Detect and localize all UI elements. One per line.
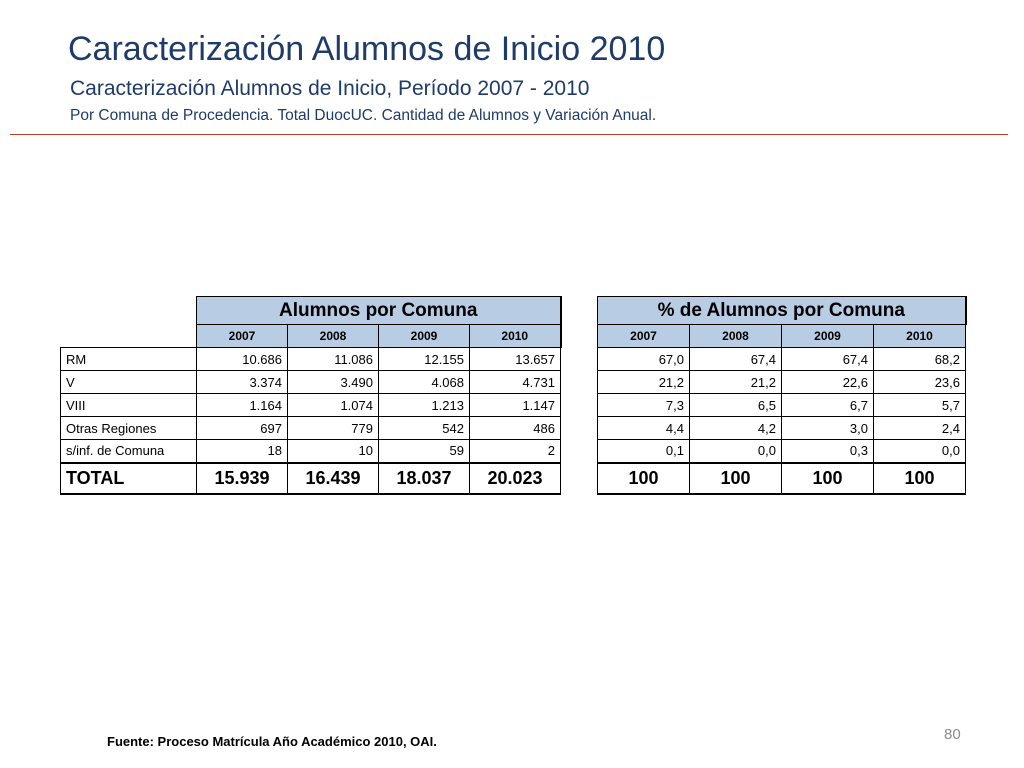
- table-row: [598, 417, 966, 440]
- source-note: Fuente: Proceso Matrícula Año Académico 2010, OAI.: [107, 734, 437, 749]
- table-row: [61, 348, 561, 371]
- total-value: 15.939: [197, 463, 288, 494]
- cell-value: 2: [470, 440, 561, 463]
- cell-value: 4,2: [690, 417, 782, 440]
- cell-value: 7,3: [598, 394, 690, 417]
- cell-value: 779: [288, 417, 379, 440]
- year-header: 2007: [197, 325, 288, 348]
- cell-value: 1.213: [379, 394, 470, 417]
- cell-value: 23,6: [874, 371, 966, 394]
- total-value: 16.439: [288, 463, 379, 494]
- cell-value: 0,0: [690, 440, 782, 463]
- row-label: Otras Regiones: [61, 417, 197, 440]
- cell-value: 3.374: [197, 371, 288, 394]
- cell-value: 0,3: [782, 440, 874, 463]
- cell-value: 486: [470, 417, 561, 440]
- year-header: 2009: [379, 325, 470, 348]
- cell-value: 22,6: [782, 371, 874, 394]
- cell-value: 11.086: [288, 348, 379, 371]
- year-header: 2010: [874, 325, 966, 348]
- cell-value: 697: [197, 417, 288, 440]
- row-label: VIII: [61, 394, 197, 417]
- slide-description: Por Comuna de Procedencia. Total DuocUC. Cantidad de Alumnos y Variación Anual.: [70, 107, 657, 124]
- cell-value: 0,1: [598, 440, 690, 463]
- year-header: 2008: [690, 325, 782, 348]
- title-divider: [10, 134, 1008, 135]
- cell-value: 10: [288, 440, 379, 463]
- cell-value: 1.164: [197, 394, 288, 417]
- cell-value: 2,4: [874, 417, 966, 440]
- table-row: [61, 440, 561, 463]
- table-row: [61, 417, 561, 440]
- row-label: V: [61, 371, 197, 394]
- cell-value: 59: [379, 440, 470, 463]
- porcentaje-alumnos-table: [597, 296, 967, 495]
- cell-value: 18: [197, 440, 288, 463]
- table-row: [61, 371, 561, 394]
- cell-value: 1.074: [288, 394, 379, 417]
- table-row: [598, 394, 966, 417]
- table-row: [598, 440, 966, 463]
- row-label: s/inf. de Comuna: [61, 440, 197, 463]
- year-header: 2008: [288, 325, 379, 348]
- cell-value: 10.686: [197, 348, 288, 371]
- table-row: [598, 371, 966, 394]
- cell-value: 67,0: [598, 348, 690, 371]
- slide-subtitle: Caracterización Alumnos de Inicio, Período 2007 - 2010: [70, 77, 590, 100]
- cell-value: 4.731: [470, 371, 561, 394]
- cell-value: 4,4: [598, 417, 690, 440]
- cell-value: 6,5: [690, 394, 782, 417]
- total-value: 100: [782, 463, 874, 494]
- cell-value: 3.490: [288, 371, 379, 394]
- corner-cell: [61, 297, 197, 325]
- total-value: 100: [690, 463, 782, 494]
- cell-value: 21,2: [690, 371, 782, 394]
- total-row: [598, 463, 966, 494]
- cell-value: 6,7: [782, 394, 874, 417]
- total-value: 100: [874, 463, 966, 494]
- cell-value: 0,0: [874, 440, 966, 463]
- row-label: RM: [61, 348, 197, 371]
- total-value: 18.037: [379, 463, 470, 494]
- total-value: 100: [598, 463, 690, 494]
- cell-value: 67,4: [690, 348, 782, 371]
- table-heading: Alumnos por Comuna: [197, 297, 561, 325]
- total-value: 20.023: [470, 463, 561, 494]
- cell-value: 67,4: [782, 348, 874, 371]
- cell-value: 5,7: [874, 394, 966, 417]
- cell-value: 1.147: [470, 394, 561, 417]
- total-label: TOTAL: [61, 463, 197, 494]
- cell-value: 4.068: [379, 371, 470, 394]
- year-header: 2009: [782, 325, 874, 348]
- page-number: 80: [944, 726, 961, 743]
- table-row: [598, 348, 966, 371]
- table-heading: % de Alumnos por Comuna: [598, 297, 966, 325]
- corner-cell: [61, 325, 197, 348]
- cell-value: 13.657: [470, 348, 561, 371]
- alumnos-por-comuna-table: [60, 296, 562, 495]
- year-header: 2010: [470, 325, 561, 348]
- cell-value: 3,0: [782, 417, 874, 440]
- cell-value: 12.155: [379, 348, 470, 371]
- year-header: 2007: [598, 325, 690, 348]
- cell-value: 542: [379, 417, 470, 440]
- table-row: [61, 394, 561, 417]
- slide-title: Caracterización Alumnos de Inicio 2010: [68, 30, 666, 68]
- cell-value: 21,2: [598, 371, 690, 394]
- total-row: [61, 463, 561, 494]
- cell-value: 68,2: [874, 348, 966, 371]
